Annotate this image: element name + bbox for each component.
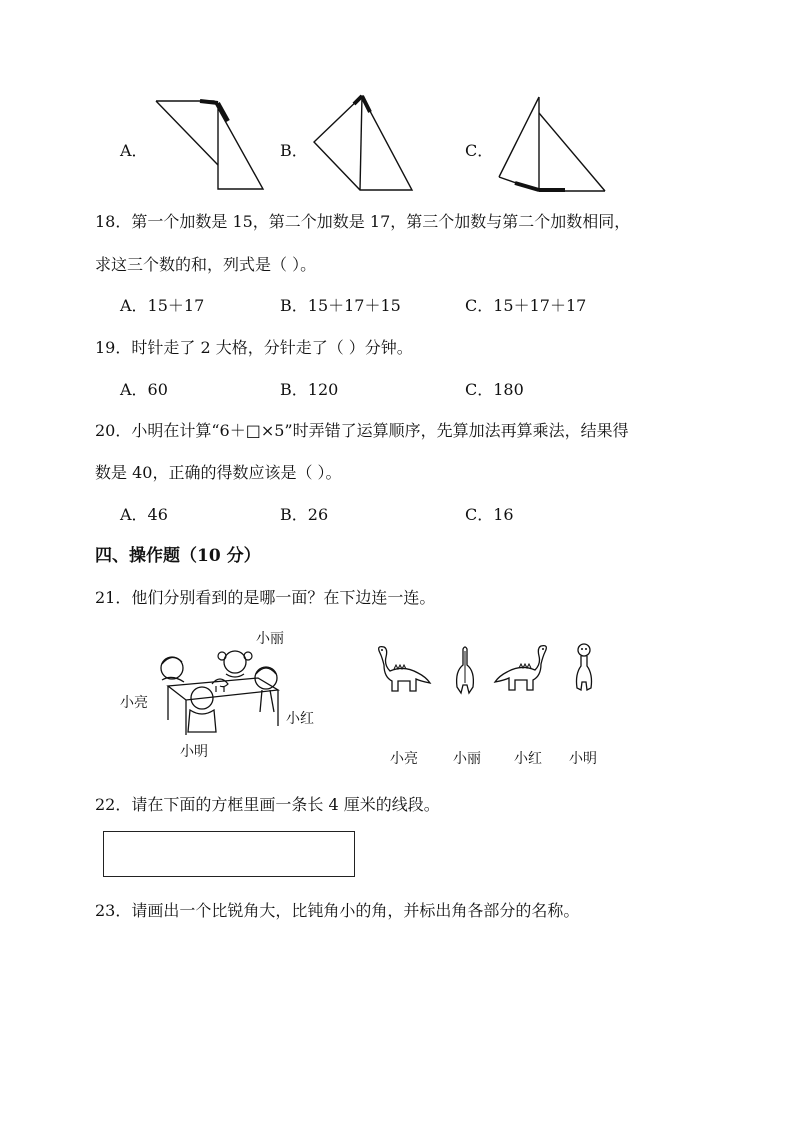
q17-figure-c: [495, 93, 610, 197]
children-at-table-illustration: [150, 640, 300, 740]
q23-line1: 23．请画出一个比锐角大，比钝角小的角，并标出角各部分的名称。: [95, 901, 580, 920]
section-heading: 四、操作题（10 分）: [95, 546, 261, 566]
q18-line1: 18．第一个加数是 15，第二个加数是 17，第三个加数与第二个加数相同，: [95, 212, 631, 231]
q17-option-a-label: A．: [120, 141, 148, 160]
q19-option-a: A．60: [120, 380, 168, 399]
q20-option-b: B．26: [280, 505, 329, 524]
dinosaur-side-view-left: [372, 643, 432, 695]
q18-option-a: A．15＋17: [120, 296, 205, 315]
q18-option-c: C．15＋17＋17: [465, 296, 587, 315]
q20-line1: 20．小明在计算“6＋□×5”时弄错了运算顺序，先算加法再算乘法，结果得: [95, 421, 629, 440]
scene-label-xiaoliang: 小亮: [120, 695, 148, 711]
view-label-3: 小红: [514, 751, 542, 767]
q19-option-c: C．180: [465, 380, 524, 399]
scene-label-xiaohong: 小红: [286, 711, 314, 727]
view-label-4: 小明: [569, 751, 597, 767]
q20-option-a: A．46: [120, 505, 168, 524]
dinosaur-front-view: [571, 642, 597, 696]
q20-line2: 数是 40，正确的得数应该是（ ）。: [95, 463, 342, 482]
q18-line2: 求这三个数的和，列式是（ ）。: [95, 255, 317, 274]
q17-figure-a: [150, 95, 270, 195]
q17-option-b-label: B．: [280, 141, 308, 160]
q20-option-c: C．16: [465, 505, 514, 524]
q19-option-b: B．120: [280, 380, 339, 399]
view-label-1: 小亮: [390, 751, 418, 767]
q17-figure-b: [310, 92, 420, 194]
drawing-box[interactable]: [103, 831, 355, 877]
dinosaur-side-view-right: [493, 642, 553, 694]
q21-line1: 21．他们分别看到的是哪一面？在下边连一连。: [95, 588, 436, 607]
scene-label-xiaoli: 小丽: [256, 631, 284, 647]
q18-option-b: B．15＋17＋15: [280, 296, 401, 315]
scene-label-xiaoming: 小明: [180, 744, 208, 760]
q19-line1: 19．时针走了 2 大格，分针走了（ ）分钟。: [95, 338, 413, 357]
dinosaur-back-view: [451, 643, 479, 697]
view-label-2: 小丽: [453, 751, 481, 767]
q17-option-c-label: C．: [465, 141, 494, 160]
q22-line1: 22．请在下面的方框里画一条长 4 厘米的线段。: [95, 795, 440, 814]
